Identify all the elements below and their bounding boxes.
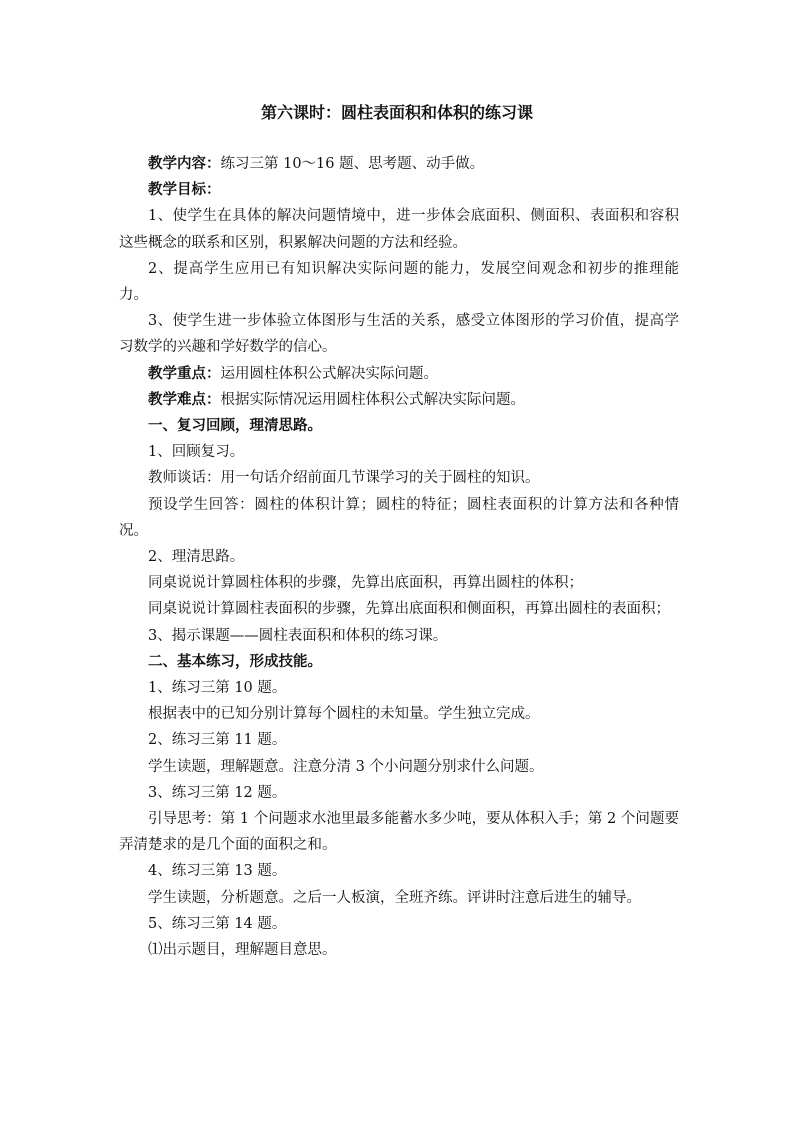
paragraph: 4、练习三第 13 题。 [148, 863, 287, 880]
key-point-label: 教学重点： [148, 364, 221, 382]
section-heading-2: 二、基本练习，形成技能。 [148, 652, 322, 670]
paragraph: 学生读题，理解题意。注意分清 3 个小问题分别求什么问题。 [148, 758, 544, 775]
goal-item-1: 1、使学生在具体的解决问题情境中，进一步体会底面积、侧面积、表面积和容积这些概念的联系和区别，积累解决问题的方法和经验。 [119, 208, 679, 251]
paragraph: 5、练习三第 14 题。 [148, 915, 287, 932]
goal-item-2: 2、提高学生应用已有知识解决实际问题的能力，发展空间观念和初步的推理能力。 [119, 260, 679, 304]
paragraph: 1、练习三第 10 题。 [148, 680, 287, 697]
paragraph: 3、揭示课题——圆柱表面积和体积的练习课。 [148, 627, 448, 644]
paragraph: 学生读题，分析题意。之后一人板演，全班齐练。评讲时注意后进生的辅导。 [148, 889, 641, 906]
paragraph: 2、理清思路。 [148, 549, 245, 566]
key-point-line [119, 361, 679, 387]
teaching-goals-heading [119, 177, 679, 203]
paragraph: 教师谈话：用一句话介绍前面几节课学习的关于圆柱的知识。 [148, 470, 540, 487]
difficulty-text: 根据实际情况运用圆柱体积公式解决实际问题。 [220, 391, 525, 408]
paragraph: 根据表中的已知分别计算每个圆柱的未知量。学生独立完成。 [148, 706, 540, 723]
paragraph: 2、练习三第 11 题。 [148, 732, 287, 749]
paragraph: 预设学生回答：圆柱的体积计算；圆柱的特征；圆柱表面积的计算方法和各种情况。 [119, 496, 679, 539]
difficulty-label: 教学难点： [148, 390, 221, 408]
document-body [119, 151, 679, 963]
page-title: 第六课时：圆柱表面积和体积的练习课 [260, 103, 533, 122]
paragraph: 1、回顾复习。 [148, 444, 245, 461]
teaching-content-line [119, 151, 679, 177]
difficulty-line [119, 387, 679, 413]
paragraph: 引导思考：第 1 个问题求水池里最多能蓄水多少吨，要从体积入手；第 2 个问题要弄清楚求的是几个面的面积之和。 [119, 811, 679, 854]
paragraph: 同桌说说计算圆柱表面积的步骤，先算出底面积和侧面积，再算出圆柱的表面积； [148, 601, 670, 618]
teaching-content-label: 教学内容： [148, 155, 221, 172]
section-heading-1: 一、复习回顾，理清思路。 [148, 417, 322, 435]
paragraph: 同桌说说计算圆柱体积的步骤，先算出底面积，再算出圆柱的体积； [148, 575, 583, 592]
paragraph: 3、练习三第 12 题。 [148, 784, 287, 801]
teaching-content-text: 练习三第 10～16 题、思考题、动手做。 [220, 156, 485, 172]
teaching-goals-label: 教学目标： [148, 181, 221, 199]
key-point-text: 运用圆柱体积公式解决实际问题。 [220, 365, 438, 382]
paragraph: ⑴出示题目，理解题目意思。 [148, 942, 337, 959]
goal-item-3: 3、使学生进一步体验立体图形与生活的关系，感受立体图形的学习价值，提高学习数学的兴趣和学好数学的信心。 [119, 313, 679, 356]
